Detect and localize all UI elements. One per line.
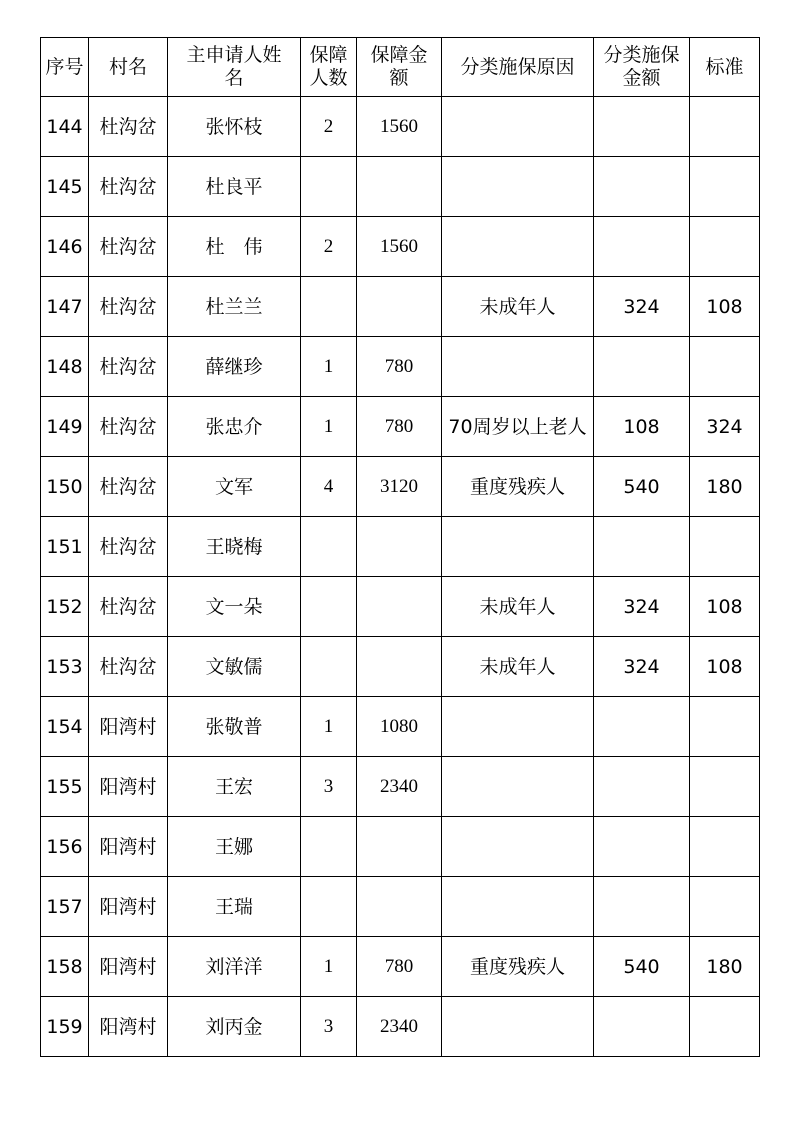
cell-standard: 108	[690, 637, 760, 697]
cell-reason	[442, 337, 594, 397]
cell-reason: 未成年人	[442, 637, 594, 697]
cell-reason: 重度残疾人	[442, 457, 594, 517]
cell-count: 3	[301, 757, 357, 817]
assistance-table	[40, 37, 760, 1057]
cell-standard: 180	[690, 937, 760, 997]
header-standard: 标准	[690, 38, 760, 97]
cell-seq: 147	[41, 277, 89, 337]
cell-applicant: 刘丙金	[168, 997, 301, 1057]
cell-seq: 148	[41, 337, 89, 397]
cell-amount: 780	[357, 937, 442, 997]
cell-standard	[690, 157, 760, 217]
cell-seq: 152	[41, 577, 89, 637]
header-amount: 保障金额	[357, 38, 442, 97]
cell-seq: 156	[41, 817, 89, 877]
table-row	[41, 697, 760, 757]
cell-village: 杜沟岔	[89, 397, 168, 457]
cell-applicant: 文敏儒	[168, 637, 301, 697]
table-row	[41, 577, 760, 637]
header-applicant: 主申请人姓名	[168, 38, 301, 97]
cell-applicant: 杜良平	[168, 157, 301, 217]
cell-count: 1	[301, 697, 357, 757]
cell-class-amount	[594, 337, 690, 397]
cell-count	[301, 157, 357, 217]
cell-amount: 1560	[357, 217, 442, 277]
cell-count: 3	[301, 997, 357, 1057]
cell-amount	[357, 157, 442, 217]
cell-village: 杜沟岔	[89, 97, 168, 157]
cell-amount: 780	[357, 337, 442, 397]
header-seq: 序号	[41, 38, 89, 97]
cell-reason	[442, 877, 594, 937]
cell-count	[301, 637, 357, 697]
cell-standard: 324	[690, 397, 760, 457]
cell-reason: 未成年人	[442, 277, 594, 337]
header-reason: 分类施保原因	[442, 38, 594, 97]
table-row	[41, 457, 760, 517]
cell-village: 杜沟岔	[89, 457, 168, 517]
cell-applicant: 张怀枝	[168, 97, 301, 157]
cell-class-amount: 324	[594, 637, 690, 697]
header-row	[41, 38, 760, 97]
cell-count: 2	[301, 97, 357, 157]
cell-village: 阳湾村	[89, 877, 168, 937]
cell-village: 杜沟岔	[89, 217, 168, 277]
cell-count: 1	[301, 337, 357, 397]
cell-standard: 108	[690, 277, 760, 337]
cell-village: 杜沟岔	[89, 337, 168, 397]
cell-reason	[442, 157, 594, 217]
table-row	[41, 97, 760, 157]
cell-applicant: 薛继珍	[168, 337, 301, 397]
cell-applicant: 王瑞	[168, 877, 301, 937]
cell-amount: 2340	[357, 757, 442, 817]
cell-class-amount	[594, 877, 690, 937]
cell-standard	[690, 217, 760, 277]
table-row	[41, 217, 760, 277]
cell-village: 杜沟岔	[89, 637, 168, 697]
cell-class-amount	[594, 697, 690, 757]
cell-reason: 未成年人	[442, 577, 594, 637]
cell-seq: 154	[41, 697, 89, 757]
cell-class-amount: 324	[594, 577, 690, 637]
table-row	[41, 877, 760, 937]
cell-seq: 157	[41, 877, 89, 937]
cell-applicant: 文军	[168, 457, 301, 517]
header-count: 保障人数	[301, 38, 357, 97]
cell-class-amount	[594, 757, 690, 817]
cell-applicant: 刘洋洋	[168, 937, 301, 997]
cell-count: 1	[301, 937, 357, 997]
cell-seq: 151	[41, 517, 89, 577]
cell-count	[301, 277, 357, 337]
cell-standard	[690, 697, 760, 757]
cell-count: 1	[301, 397, 357, 457]
cell-seq: 153	[41, 637, 89, 697]
cell-class-amount	[594, 997, 690, 1057]
cell-reason	[442, 817, 594, 877]
cell-class-amount	[594, 157, 690, 217]
cell-reason: 重度残疾人	[442, 937, 594, 997]
cell-village: 阳湾村	[89, 697, 168, 757]
cell-count	[301, 817, 357, 877]
table-body	[41, 97, 760, 1057]
cell-count	[301, 877, 357, 937]
cell-seq: 155	[41, 757, 89, 817]
cell-amount	[357, 877, 442, 937]
cell-count	[301, 577, 357, 637]
cell-village: 杜沟岔	[89, 277, 168, 337]
cell-village: 阳湾村	[89, 757, 168, 817]
cell-reason	[442, 517, 594, 577]
cell-reason: 70周岁以上老人	[442, 397, 594, 457]
table-row	[41, 637, 760, 697]
cell-standard: 108	[690, 577, 760, 637]
table-row	[41, 157, 760, 217]
table-row	[41, 817, 760, 877]
cell-standard	[690, 97, 760, 157]
cell-reason	[442, 97, 594, 157]
cell-applicant: 杜兰兰	[168, 277, 301, 337]
cell-village: 杜沟岔	[89, 577, 168, 637]
table-row	[41, 337, 760, 397]
cell-applicant: 王娜	[168, 817, 301, 877]
cell-class-amount: 324	[594, 277, 690, 337]
cell-amount	[357, 517, 442, 577]
table-row	[41, 397, 760, 457]
cell-reason	[442, 997, 594, 1057]
cell-amount: 3120	[357, 457, 442, 517]
table-row	[41, 277, 760, 337]
cell-applicant: 杜 伟	[168, 217, 301, 277]
cell-standard	[690, 337, 760, 397]
cell-applicant: 王宏	[168, 757, 301, 817]
cell-standard	[690, 757, 760, 817]
cell-class-amount: 108	[594, 397, 690, 457]
cell-applicant: 文一朵	[168, 577, 301, 637]
cell-reason	[442, 757, 594, 817]
cell-applicant: 王晓梅	[168, 517, 301, 577]
cell-class-amount	[594, 517, 690, 577]
cell-standard	[690, 877, 760, 937]
cell-seq: 146	[41, 217, 89, 277]
cell-amount	[357, 817, 442, 877]
cell-village: 阳湾村	[89, 937, 168, 997]
header-class-amount: 分类施保金额	[594, 38, 690, 97]
cell-amount	[357, 577, 442, 637]
cell-class-amount	[594, 817, 690, 877]
cell-amount: 2340	[357, 997, 442, 1057]
cell-applicant: 张忠介	[168, 397, 301, 457]
cell-village: 阳湾村	[89, 817, 168, 877]
cell-amount	[357, 637, 442, 697]
cell-applicant: 张敬普	[168, 697, 301, 757]
cell-seq: 158	[41, 937, 89, 997]
cell-amount	[357, 277, 442, 337]
cell-village: 杜沟岔	[89, 157, 168, 217]
cell-village: 杜沟岔	[89, 517, 168, 577]
cell-count: 4	[301, 457, 357, 517]
cell-seq: 144	[41, 97, 89, 157]
cell-seq: 149	[41, 397, 89, 457]
table-row	[41, 757, 760, 817]
cell-seq: 150	[41, 457, 89, 517]
cell-amount: 780	[357, 397, 442, 457]
cell-count: 2	[301, 217, 357, 277]
cell-seq: 145	[41, 157, 89, 217]
table-row	[41, 937, 760, 997]
cell-seq: 159	[41, 997, 89, 1057]
cell-class-amount	[594, 97, 690, 157]
cell-standard	[690, 997, 760, 1057]
cell-standard	[690, 517, 760, 577]
header-village: 村名	[89, 38, 168, 97]
cell-class-amount: 540	[594, 457, 690, 517]
cell-count	[301, 517, 357, 577]
cell-amount: 1080	[357, 697, 442, 757]
cell-standard: 180	[690, 457, 760, 517]
cell-amount: 1560	[357, 97, 442, 157]
table-row	[41, 517, 760, 577]
cell-standard	[690, 817, 760, 877]
table-row	[41, 997, 760, 1057]
cell-class-amount	[594, 217, 690, 277]
cell-village: 阳湾村	[89, 997, 168, 1057]
cell-reason	[442, 697, 594, 757]
cell-class-amount: 540	[594, 937, 690, 997]
cell-reason	[442, 217, 594, 277]
